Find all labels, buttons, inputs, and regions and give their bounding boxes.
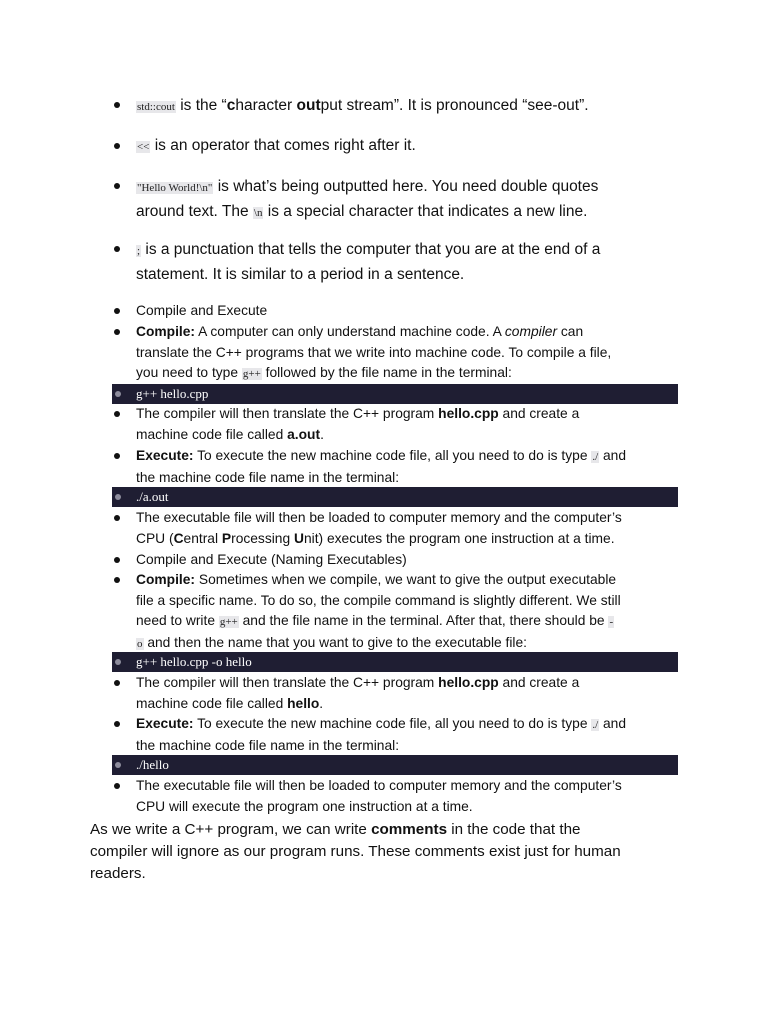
command-text: ./hello (136, 757, 169, 772)
bullet-dot (115, 762, 121, 768)
inline-code: g++ (219, 616, 238, 629)
bullet-dot (115, 659, 121, 665)
inline-code: o (137, 638, 143, 651)
bullet-dot (114, 102, 120, 108)
bullet-dot (114, 680, 120, 686)
bullet-dot (114, 329, 120, 335)
bullet-dot (114, 721, 120, 727)
bullet-dot (114, 308, 120, 314)
inline-code: g++ (242, 368, 261, 381)
code-block (112, 384, 678, 404)
bullet-dot (114, 557, 120, 563)
inline-code: std::cout (137, 101, 175, 113)
inline-code: - (609, 616, 614, 629)
inline-code: "Hello World!\n" (137, 182, 213, 194)
section-heading: Compile and Execute (Naming Executables) (136, 552, 407, 567)
translate-bullet: The compiler will then translate the C++ program hello.cpp and create a machine code file called a.out. (136, 406, 580, 442)
inline-code: ./ (592, 451, 599, 463)
bullet-dot (114, 143, 120, 149)
bullet-dot (114, 515, 120, 521)
bullet-dot (114, 453, 120, 459)
bullet-cout: std::cout is the “character output stream”. It is pronounced “see-out”. (137, 97, 589, 114)
bullet-operator: << is an operator that comes right after it. (137, 137, 416, 154)
inline-code: \n (253, 207, 263, 219)
inline-code: ./ (592, 719, 599, 731)
bullet-dot (114, 411, 120, 417)
loaded-bullet: The executable file will then be loaded to computer memory and the computer’s CPU (Central Processing Unit) executes the program one instruction at a time. (136, 510, 622, 546)
bullet-semicolon: ; is a punctuation that tells the computer that you are at the end of a statement. It is similar to a period in a sentence. (136, 241, 601, 283)
compile-bullet: Compile: A computer can only understand machine code. A compiler can translate the C++ programs that we write into machine code. To compile a file, you need to type g++ followed by the file name in the terminal: (136, 324, 612, 381)
bullet-hello-world: "Hello World!\n" is what’s being outputted here. You need double quotes around text. The \n is a special character that indicates a new line. (136, 178, 599, 220)
execute-bullet: Execute: To execute the new machine code file, all you need to do is type ./ and the machine code file name in the terminal: (136, 448, 626, 485)
inline-code: ; (137, 245, 141, 257)
section-heading: Compile and Execute (136, 303, 268, 318)
code-block (112, 652, 678, 672)
bullet-dot (114, 577, 120, 583)
command-text: g++ hello.cpp -o hello (136, 654, 252, 669)
code-block (112, 487, 678, 507)
compile-bullet: Compile: Sometimes when we compile, we want to give the output executable file a specific name. To do so, the compile command is slightly different. We still need to write g++ and the file name in the terminal. After that, there should be - o and then the name that you want to give to the executable file: (136, 572, 621, 651)
bullet-dot (114, 783, 120, 789)
bullet-dot (114, 183, 120, 189)
bullet-dot (115, 391, 121, 397)
code-block (112, 755, 678, 775)
loaded-bullet: The executable file will then be loaded to computer memory and the computer’s CPU will execute the program one instruction at a time. (136, 778, 622, 814)
inline-code: << (137, 141, 150, 153)
closing-paragraph: As we write a C++ program, we can write comments in the code that the compiler will ignore as our program runs. These comments exist just for human readers. (90, 821, 621, 882)
bullet-dot (115, 494, 121, 500)
command-text: ./a.out (136, 489, 169, 504)
translate-bullet: The compiler will then translate the C++ program hello.cpp and create a machine code file called hello. (136, 675, 580, 711)
bullet-dot (114, 246, 120, 252)
command-text: g++ hello.cpp (136, 386, 209, 401)
execute-bullet: Execute: To execute the new machine code file, all you need to do is type ./ and the machine code file name in the terminal: (136, 716, 626, 753)
